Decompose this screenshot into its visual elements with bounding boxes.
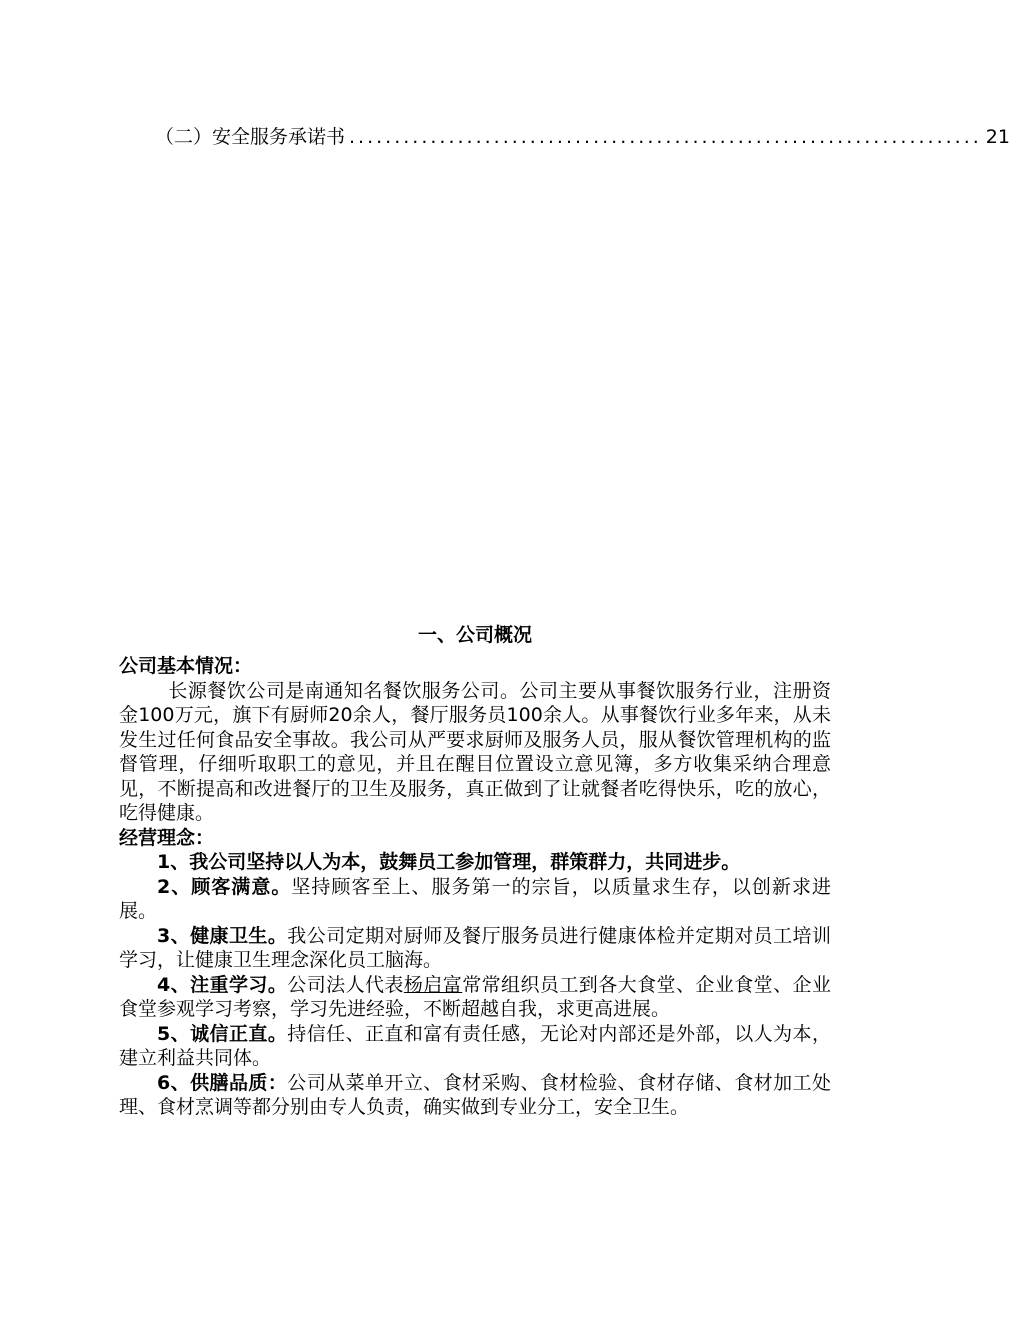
philosophy-item-lead: 5、诚信正直。 — [157, 1022, 288, 1045]
legal-representative-name: 杨启富 — [403, 973, 463, 996]
philosophy-item-body: 坚持顾客至上、服务第一的宗旨，以质量求生存，以创新求进展。 — [119, 875, 831, 922]
toc-entry[interactable] — [155, 124, 1010, 150]
philosophy-heading: 经营理念： — [119, 826, 215, 849]
toc-entry-title: （二）安全服务承诺书 — [155, 126, 346, 148]
philosophy-item-1 — [119, 850, 831, 875]
section-content — [119, 654, 831, 1120]
toc-dot-leader: ...................................................................... — [349, 126, 982, 148]
philosophy-item-3 — [119, 924, 831, 973]
philosophy-item-lead: 1、我公司坚持以人为本，鼓舞员工参加管理，群策群力，共同进步。 — [157, 851, 741, 873]
philosophy-item-body-after: 常常组织员工到各大食堂、企业食堂、企业食堂参观学习考察，学习先进经验，不断超越自我，求更高进展。 — [119, 973, 831, 1020]
philosophy-item-body: 我公司定期对厨师及餐厅服务员进行健康体检并定期对员工培训学习，让健康卫生理念深化员工脑海。 — [119, 924, 831, 971]
basic-info-heading: 公司基本情况： — [119, 655, 253, 677]
philosophy-item-body: 公司从菜单开立、食材采购、食材检验、食材存储、食材加工处理、食材烹调等都分别由专人负责，确实做到专业分工，安全卫生。 — [119, 1071, 831, 1118]
philosophy-item-lead: 3、健康卫生。 — [157, 924, 288, 947]
philosophy-item-2 — [119, 875, 831, 924]
philosophy-item-6 — [119, 1071, 831, 1120]
toc-page-number: 21 — [985, 126, 1010, 148]
philosophy-item-body-before: 公司法人代表 — [287, 973, 404, 996]
basic-info-paragraph: 长源餐饮公司是南通知名餐饮服务公司。公司主要从事餐饮服务行业，注册资金100万元，旗下有厨师20余人，餐厅服务员100余人。从事餐饮行业多年来，从未发生过任何食品安全事故。我公司从严要求厨师及服务人员，服从餐饮管理机构的监督管理，仔细听取职工的意见，并且在醒目位置设立意见簿，多方收集采纳合理意见，不断提高和改进餐厅的卫生及服务，真正做到了让就餐者吃得快乐，吃的放心，吃得健康。 — [119, 679, 831, 824]
philosophy-item-lead: 4、注重学习。 — [157, 973, 288, 996]
philosophy-item-lead: 2、顾客满意。 — [157, 875, 292, 898]
section-title: 一、公司概况 — [417, 624, 532, 646]
philosophy-item-5 — [119, 1022, 831, 1071]
philosophy-item-body: 持信任、正直和富有责任感，无论对内部还是外部，以人为本，建立利益共同体。 — [119, 1022, 831, 1069]
philosophy-item-lead: 6、供膳品质： — [157, 1071, 288, 1094]
philosophy-item-4 — [119, 973, 831, 1022]
